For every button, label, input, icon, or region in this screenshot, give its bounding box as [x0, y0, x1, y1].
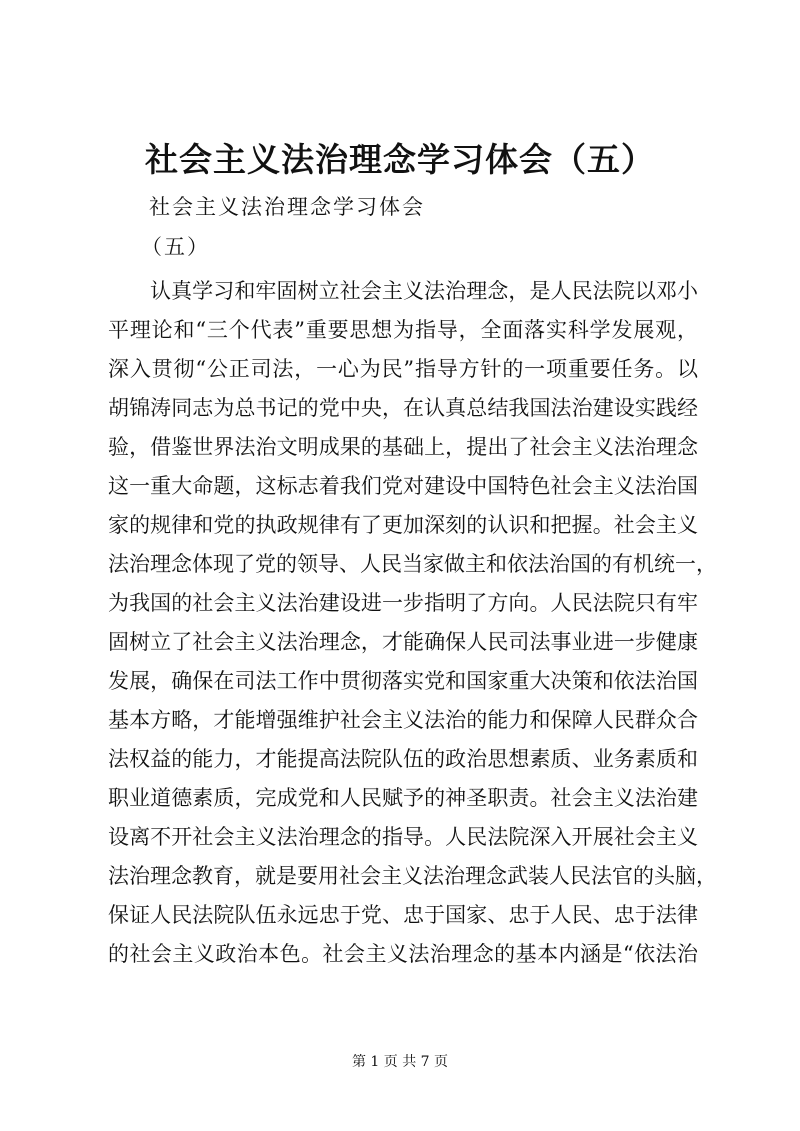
- body-line: 职业道德素质，完成党和人民赋予的神圣职责。社会主义法治建: [108, 786, 698, 810]
- body-line: 平理论和“三个代表”重要思想为指导，全面落实科学发展观，: [108, 318, 698, 342]
- page-number-footer: 第 1 页 共 7 页: [351, 1054, 449, 1070]
- body-line: 法治理念体现了党的领导、人民当家做主和依法治国的有机统一，: [108, 552, 717, 576]
- document-title: 社会主义法治理念学习体会（五）: [145, 140, 655, 179]
- body-line: 法权益的能力，才能提高法院队伍的政治思想素质、业务素质和: [108, 747, 698, 771]
- body-line: 基本方略，才能增强维护社会主义法治的能力和保障人民群众合: [108, 708, 698, 732]
- body-line: 法治理念教育，就是要用社会主义法治理念武装人民法官的头脑，: [108, 864, 717, 888]
- body-paragraph: [108, 272, 717, 974]
- body-line: 胡锦涛同志为总书记的党中央，在认真总结我国法治建设实践经: [108, 396, 698, 420]
- body-line: 设离不开社会主义法治理念的指导。人民法院深入开展社会主义: [108, 825, 698, 849]
- body-line: 这一重大命题，这标志着我们党对建设中国特色社会主义法治国: [108, 474, 698, 498]
- body-line: 验，借鉴世界法治文明成果的基础上，提出了社会主义法治理念: [108, 435, 698, 459]
- body-line: 保证人民法院队伍永远忠于党、忠于国家、忠于人民、忠于法律: [108, 903, 698, 927]
- body-line: 固树立了社会主义法治理念，才能确保人民司法事业进一步健康: [108, 630, 698, 654]
- body-line: 为我国的社会主义法治建设进一步指明了方向。人民法院只有牢: [108, 591, 698, 615]
- document-subtitle: 社会主义法治理念学习体会: [149, 195, 425, 219]
- body-line: 家的规律和党的执政规律有了更加深刻的认识和把握。社会主义: [108, 513, 698, 537]
- body-line: 认真学习和牢固树立社会主义法治理念，是人民法院以邓小: [150, 279, 698, 303]
- document-subtitle-number: （五）: [141, 235, 210, 259]
- body-line: 发展，确保在司法工作中贯彻落实党和国家重大决策和依法治国: [108, 669, 698, 693]
- body-line: 的社会主义政治本色。社会主义法治理念的基本内涵是“依法治: [108, 942, 698, 966]
- body-line: 深入贯彻“公正司法，一心为民”指导方针的一项重要任务。以: [108, 357, 698, 381]
